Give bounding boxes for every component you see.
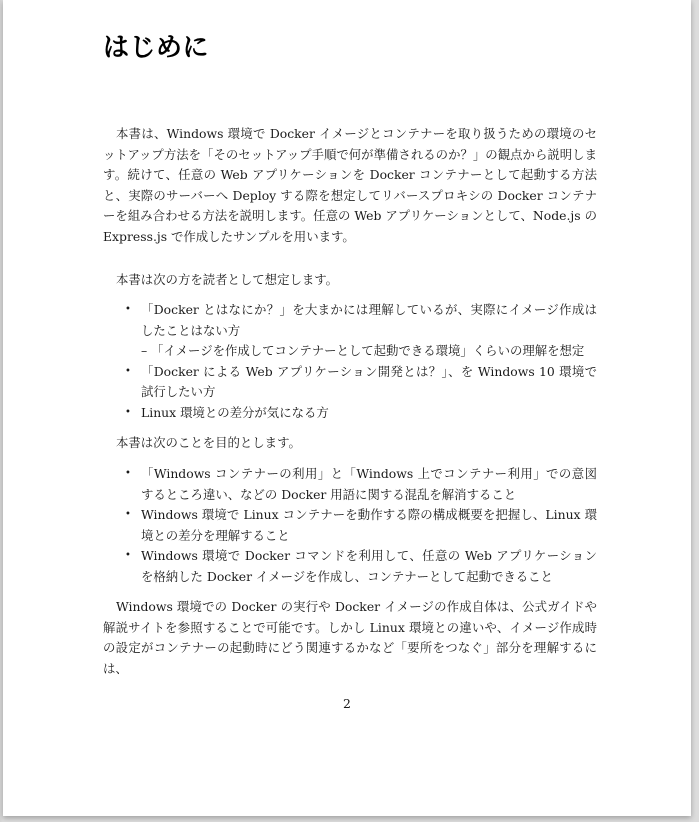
intro-paragraph: 本書は、Windows 環境で Docker イメージとコンテナーを取り扱うための環境のセットアップ方法を「そのセットアップ手順で何が準備されるのか？」の観点から説明します。続けて、任意の Web アプリケーションを Docker コンテナーとして起動する方法と、実際のサーバーへ Deploy する際を想定してリバースプロキシの Docker コンテナーを組み合わせる方法を説明します。任意の Web アプリケーションとして、Node.js の Express.js で作成したサンプルを用います。 bbox=[103, 126, 597, 244]
closing-paragraph: Windows 環境での Docker の実行や Docker イメージの作成自体は、公式ガイドや解説サイトを参照することで可能です。しかし Linux 環境との違いや、イメージ作成時の設定がコンテナーの起動時にどう関連するかなど「要所をつなぐ」部分を理解するには、 bbox=[103, 599, 597, 676]
list-item-text: 「Docker による Web アプリケーション開発とは？」、を Windows 10 環境で試行したい方 bbox=[141, 363, 597, 400]
page-number: 2 bbox=[343, 696, 351, 711]
audience-list-item bbox=[103, 403, 597, 424]
goals-lead-paragraph: 本書は次のことを目的とします。 bbox=[116, 435, 301, 450]
sub-list-item-text: 「イメージを作成してコンテナーとして起動できる環境」くらいの理解を想定 bbox=[151, 343, 585, 359]
dash-icon: – bbox=[141, 343, 148, 359]
audience-list bbox=[103, 300, 597, 424]
bullet-icon: • bbox=[125, 468, 131, 479]
list-item-text: 「Windows コンテナーの利用」と「Windows 上でコンテナー利用」での意図するところ違い、などの Docker 用語に関する混乱を解消すること bbox=[141, 466, 597, 502]
chapter-title: はじめに bbox=[103, 33, 210, 63]
document-page bbox=[3, 0, 691, 816]
bullet-icon: • bbox=[125, 304, 131, 315]
bullet-icon: • bbox=[125, 550, 131, 562]
goals-list-item bbox=[103, 546, 597, 587]
bullet-icon: • bbox=[125, 509, 131, 521]
bullet-icon: • bbox=[125, 365, 131, 377]
list-item-text: Windows 環境で Linux コンテナーを動作する際の構成概要を把握し、Linux 環境との差分を理解すること bbox=[141, 507, 597, 543]
list-item-text: Windows 環境で Docker コマンドを利用して、任意の Web アプリケーションを格納した Docker イメージを作成し、コンテナーとして起動できること bbox=[141, 548, 597, 584]
audience-list-container bbox=[103, 300, 597, 424]
goals-list-container bbox=[103, 464, 597, 588]
audience-list-item bbox=[103, 300, 597, 362]
goals-list bbox=[103, 464, 597, 588]
audience-sub-list bbox=[141, 341, 597, 362]
bullet-icon: • bbox=[125, 406, 131, 418]
audience-lead-paragraph: 本書は次の方を読者として想定します。 bbox=[116, 272, 339, 287]
audience-sub-list-item bbox=[141, 341, 597, 362]
list-item-text: 「Docker とはなにか？」を大まかには理解しているが、実際にイメージ作成はしたことはない方 bbox=[141, 302, 597, 338]
goals-list-item bbox=[103, 464, 597, 505]
list-item-text: Linux 環境との差分が気になる方 bbox=[141, 404, 329, 420]
audience-list-item bbox=[103, 362, 597, 403]
goals-list-item bbox=[103, 505, 597, 546]
